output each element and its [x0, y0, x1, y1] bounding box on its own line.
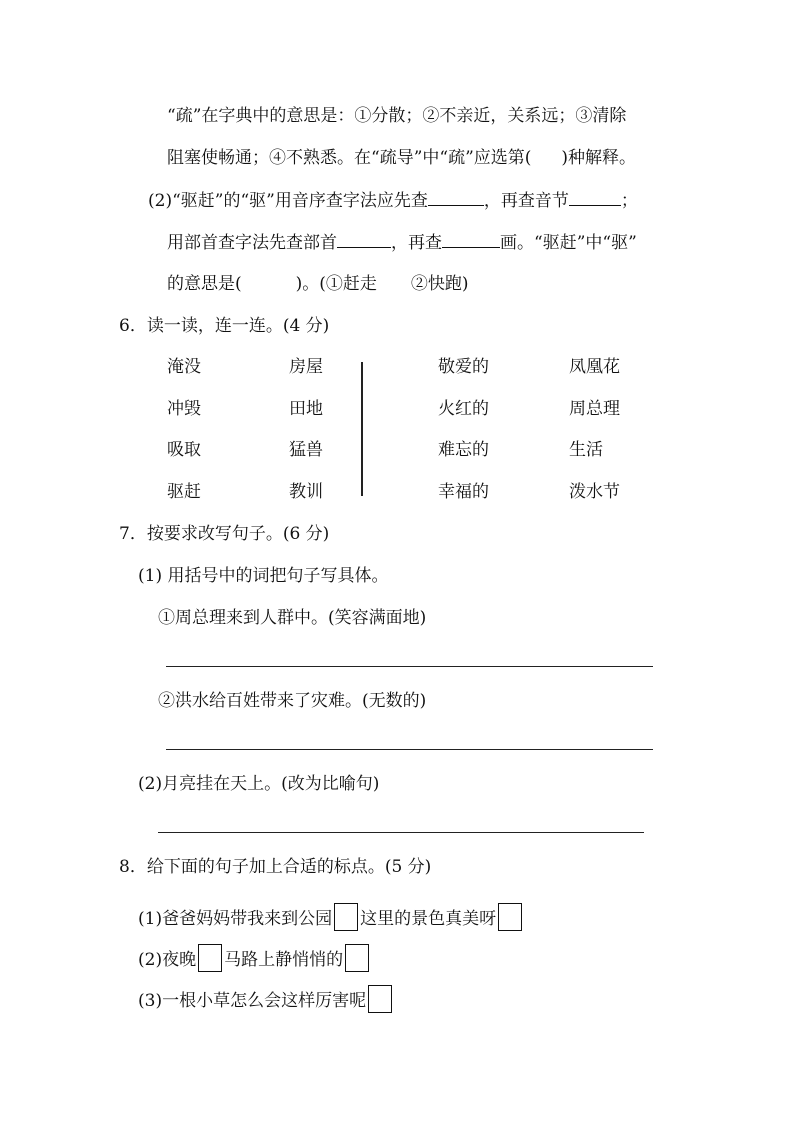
q6-word[interactable]: 凤凰花: [569, 357, 620, 377]
q6-word[interactable]: 周总理: [569, 399, 620, 419]
q5-line1: “疏”在字典中的意思是：①分散；②不亲近，关系远；③清除: [167, 106, 627, 126]
q5-p2-text-c: ；: [620, 191, 638, 211]
blank-huashu[interactable]: [442, 231, 500, 248]
q6-word[interactable]: 冲毁: [167, 399, 201, 419]
punct-box[interactable]: [345, 944, 369, 972]
q5-p2-text-b: ，再查音节: [483, 191, 569, 211]
q5-line2-end: )种解释。: [561, 148, 637, 168]
q5-p2-text-g: 的意思是(: [167, 274, 242, 294]
q7-sentence1: ①周总理来到人群中。(笑容满面地): [158, 608, 427, 628]
q8-title: 8．给下面的句子加上合适的标点。(5 分): [119, 857, 432, 877]
q5-p2-text-e: ，再查: [391, 233, 442, 253]
q5-p2-text-d: 用部首查字法先查部首: [167, 233, 337, 253]
q8-sentence3: [138, 985, 394, 1013]
blank-yinjie[interactable]: [569, 189, 621, 206]
q7-part2: (2)月亮挂在天上。(改为比喻句): [138, 774, 380, 794]
q5-part2-line2: [167, 231, 637, 254]
q8-s2-text-a: (2)夜晚: [138, 950, 197, 970]
q6-title: 6．读一读，连一连。(4 分): [119, 316, 330, 336]
q8-s3-text-a: (3)一根小草怎么会这样厉害呢: [138, 991, 367, 1011]
q8-s1-text-b: 这里的景色真美呀: [360, 909, 497, 929]
q6-word[interactable]: 淹没: [167, 357, 201, 377]
q8-sentence1: [138, 903, 524, 931]
q6-word[interactable]: 难忘的: [438, 440, 489, 460]
q6-word[interactable]: 火红的: [438, 399, 489, 419]
q6-word[interactable]: 幸福的: [438, 482, 489, 502]
q5-p2-text-h: )。(①赶走: [295, 274, 377, 294]
q6-word[interactable]: 教训: [289, 482, 323, 502]
q5-line2: [167, 147, 636, 169]
q7-title: 7．按要求改写句子。(6 分): [119, 524, 330, 544]
q6-word[interactable]: 泼水节: [569, 482, 620, 502]
q5-p2-text-a: (2)“驱赶”的“驱”用音序查字法应先查: [148, 191, 428, 211]
q6-divider: [361, 362, 363, 496]
punct-box[interactable]: [198, 944, 222, 972]
q5-part2-line3: [167, 273, 469, 295]
punct-box[interactable]: [368, 985, 392, 1013]
q6-word[interactable]: 驱赶: [167, 482, 201, 502]
q5-p2-text-f: 画。“驱赶”中“驱”: [500, 233, 637, 253]
q6-word[interactable]: 猛兽: [289, 440, 323, 460]
q6-word[interactable]: 田地: [289, 399, 323, 419]
q6-word[interactable]: 生活: [569, 440, 603, 460]
q7-part1: (1) 用括号中的词把句子写具体。: [138, 566, 389, 586]
q5-p2-text-i: ②快跑): [410, 274, 469, 294]
punct-box[interactable]: [498, 903, 522, 931]
answer-line-3[interactable]: [158, 832, 644, 833]
punct-box[interactable]: [334, 903, 358, 931]
q6-word[interactable]: 敬爱的: [438, 357, 489, 377]
answer-line-2[interactable]: [166, 749, 653, 750]
q5-line2-text: 阻塞使畅通；④不熟悉。在“疏导”中“疏”应选第(: [167, 148, 532, 168]
blank-bushou[interactable]: [337, 231, 391, 248]
q6-word[interactable]: 房屋: [289, 357, 323, 377]
blank-yinxu[interactable]: [428, 189, 484, 206]
q8-s2-text-b: 马路上静悄悄的: [224, 950, 344, 970]
q6-word[interactable]: 吸取: [167, 440, 201, 460]
q8-sentence2: [138, 944, 371, 972]
q5-part2-line1: [148, 189, 638, 212]
answer-line-1[interactable]: [166, 666, 653, 667]
q8-s1-text-a: (1)爸爸妈妈带我来到公园: [138, 909, 333, 929]
q7-sentence2: ②洪水给百姓带来了灾难。(无数的): [158, 691, 427, 711]
